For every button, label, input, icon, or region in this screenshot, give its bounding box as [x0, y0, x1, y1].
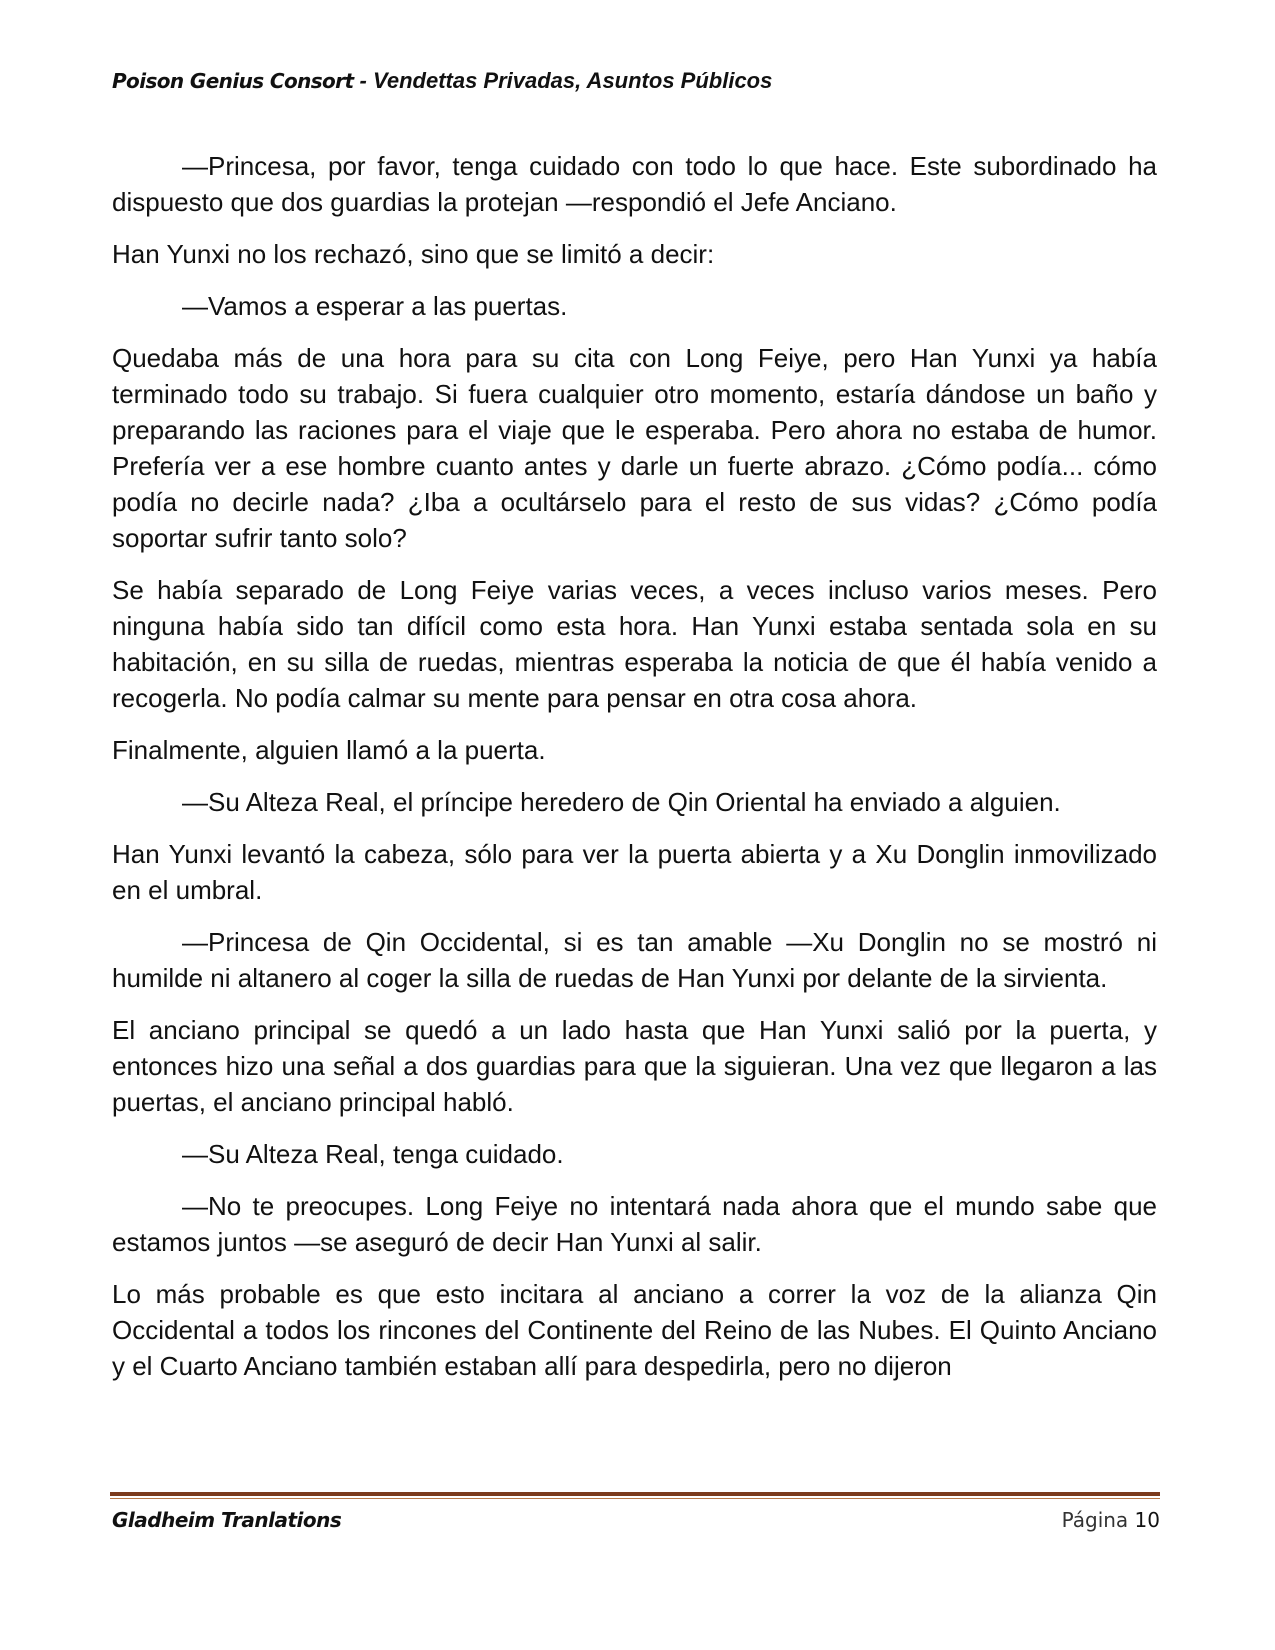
- running-header: [112, 68, 772, 94]
- paragraph-dialog: —No te preocupes. Long Feiye no intentará nada ahora que el mundo sabe que estamos juntos —se aseguró de decir Han Yunxi al salir.: [112, 1191, 1157, 1257]
- paragraph-dialog: —Princesa de Qin Occidental, si es tan amable —Xu Donglin no se mostró ni humilde ni altanero al coger la silla de ruedas de Han Yunxi por delante de la sirvienta.: [112, 927, 1157, 993]
- paragraph: Lo más probable es que esto incitara al anciano a correr la voz de la alianza Qin Occidental a todos los rincones del Continente del Reino de las Nubes. El Quinto Anciano y el Cuarto Anciano también estaban allí para despedirla, pero no dijeron: [112, 1279, 1157, 1381]
- paragraph: El anciano principal se quedó a un lado hasta que Han Yunxi salió por la puerta, y entonces hizo una señal a dos guardias para que la siguieran. Una vez que llegaron a las puertas, el anciano principal habló.: [112, 1015, 1157, 1117]
- page-body: [112, 148, 1157, 1400]
- paragraph: Han Yunxi levantó la cabeza, sólo para ver la puerta abierta y a Xu Donglin inmovilizado en el umbral.: [112, 839, 1157, 905]
- chapter-title: Vendettas Privadas, Asuntos Públicos: [372, 68, 773, 93]
- page-label: Página: [1061, 1508, 1129, 1532]
- paragraph: Quedaba más de una hora para su cita con Long Feiye, pero Han Yunxi ya había terminado todo su trabajo. Si fuera cualquier otro momento, estaría dándose un baño y preparando las raciones para el viaje que le esperaba. Pero ahora no estaba de humor. Prefería ver a ese hombre cuanto antes y darle un fuerte abrazo. ¿Cómo podía... cómo podía no decirle nada? ¿Iba a ocultárselo para el resto de sus vidas? ¿Cómo podía soportar sufrir tanto solo?: [112, 343, 1157, 553]
- header-separator: -: [359, 68, 367, 93]
- paragraph-dialog: —Vamos a esperar a las puertas.: [182, 291, 568, 321]
- paragraph: Se había separado de Long Feiye varias veces, a veces incluso varios meses. Pero ninguna había sido tan difícil como esta hora. Han Yunxi estaba sentada sola en su habitación, en su silla de ruedas, mientras esperaba la noticia de que él había venido a recogerla. No podía calmar su mente para pensar en otra cosa ahora.: [112, 575, 1157, 713]
- footer-divider-thin: [110, 1498, 1160, 1499]
- page-number: 10: [1134, 1508, 1160, 1532]
- paragraph-dialog: —Su Alteza Real, el príncipe heredero de Qin Oriental ha enviado a alguien.: [182, 787, 1061, 817]
- book-title: Poison Genius Consort: [112, 69, 354, 93]
- paragraph-dialog: —Su Alteza Real, tenga cuidado.: [182, 1139, 564, 1169]
- page-number-block: [1062, 1508, 1160, 1532]
- footer-divider: [110, 1492, 1160, 1499]
- footer-publisher: Gladheim Tranlations: [112, 1508, 342, 1532]
- paragraph: Finalmente, alguien llamó a la puerta.: [112, 735, 546, 765]
- paragraph: Han Yunxi no los rechazó, sino que se limitó a decir:: [112, 239, 715, 269]
- paragraph-dialog: —Princesa, por favor, tenga cuidado con todo lo que hace. Este subordinado ha dispuesto que dos guardias la protejan —respondió el Jefe Anciano.: [112, 151, 1157, 217]
